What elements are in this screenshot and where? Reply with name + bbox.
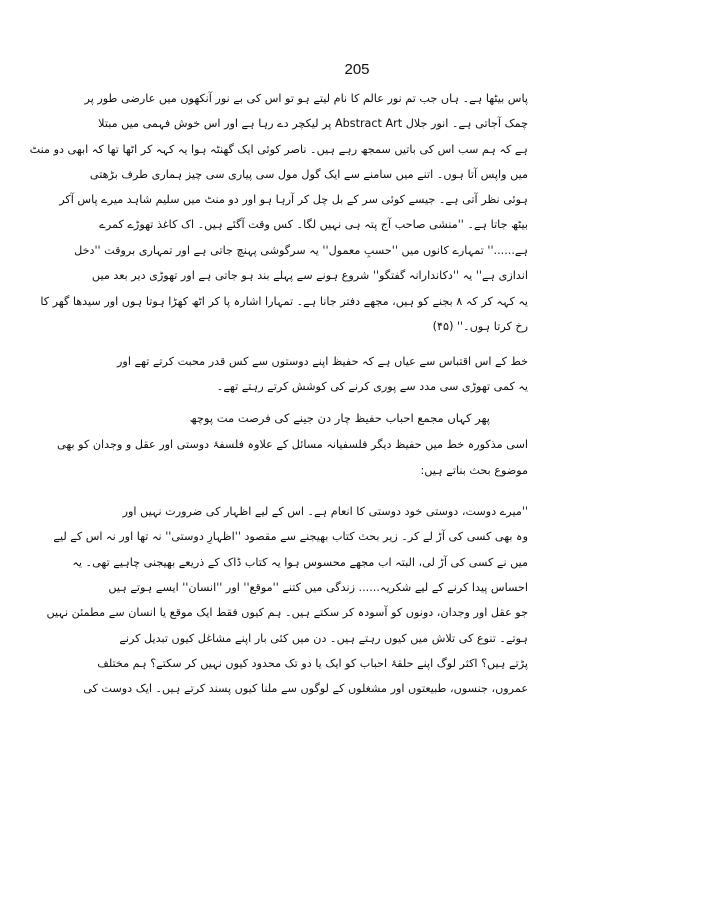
text-line: ہوئی نظر آتی ہے۔ جیسے کوئی سر کے بل چل کر آرہا ہو اور دو منٹ میں سلیم شاہد میرے پاس آکر xyxy=(59,193,528,206)
text-line: وہ بھی کسی کی آڑ لے کر۔ زیر بحث کتاب بھیجنے سے مقصود ''اظہارِ دوستی'' نہ تھا اور نہ اس کے لیے xyxy=(53,530,528,543)
text-line: یہ کہہ کر کہ ۸ بجنے کو ہیں، مجھے دفتر جانا ہے۔ تمہارا اشارہ پا کر اٹھ کھڑا ہوتا ہوں اور سیدھا گھر کا xyxy=(40,295,528,308)
text-line: میں واپس آتا ہوں۔ اتنے میں سامنے سے ایک گول مول سی پیاری سی چیز ہماری طرف بڑھتی xyxy=(89,168,528,181)
text-line: رخ کرتا ہوں۔'' (۴۵) xyxy=(432,320,528,333)
text-line: عمروں، جنسوں، طبیعتوں اور مشغلوں کے لوگوں سے ملنا کیوں پسند کرتے ہیں۔ ایک دوست کی xyxy=(83,682,528,695)
text-line: اندازی ہے'' یہ ''دکاندارانہ گفتگو'' شروع ہونے سے پہلے بند ہو جاتی ہے اور تھوڑی دیر بعد میں xyxy=(91,269,528,282)
text-line: بیٹھ جاتا ہے۔ ''منشی صاحب آج پتہ ہی نہیں لگا۔ کس وقت آگئے ہیں۔ اک کاغذ تھوڑے کمرے xyxy=(99,218,528,231)
text-line: ہے......'' تمہارے کانوں میں ''حسبِ معمول'' یہ سرگوشی پہنچ جاتی ہے اور تمہاری بروقت ''دخل xyxy=(74,244,528,257)
text-line: موضوع بحث بناتے ہیں: xyxy=(420,464,528,477)
text-line: یہ کمی تھوڑی سی مدد سے پوری کرنے کی کوشش کرتے رہتے تھے۔ xyxy=(216,380,528,393)
text-line: خط کے اس اقتباس سے عیاں ہے کہ حفیظ اپنے دوستوں سے کس قدر محبت کرتے تھے اور xyxy=(117,355,528,368)
text-line: چمک آجاتی ہے۔ انور جلال Abstract Art پر لیکچر دے رہا ہے اور اس خوش فہمی میں مبتلا xyxy=(98,117,528,130)
text-line: اسی مذکورہ خط میں حفیظ دیگر فلسفیانہ مسائل کے علاوہ فلسفۂ دوستی اور عقل و وجدان کو بھی xyxy=(57,438,528,451)
text-line: جو عقل اور وجدان، دونوں کو آسودہ کر سکتے ہیں۔ ہم کیوں فقط ایک موقع یا انسان سے مطمئن نہیں xyxy=(46,606,528,619)
verse-line: پھر کہاں مجمع احباب حفیظ چار دن جینے کی فرصت مت پوچھ xyxy=(189,411,490,425)
page-number: 205 xyxy=(344,61,370,78)
text-line: میں نے کسی کی آڑ لی، البتہ اب مجھے محسوس ہوا یہ کتاب ڈاک کے ذریعے بھیجنی چاہیے تھی۔ یہ xyxy=(72,556,528,569)
text-line: ہوتے۔ تنوع کی تلاش میں کیوں رہتے ہیں۔ دن میں کئی بار اپنے مشاغل کیوں تبدیل کرنے xyxy=(119,632,528,645)
text-line: پڑتے ہیں؟ اکثر لوگ اپنے حلقۂ احباب کو ایک یا دو تک محدود کیوں نہیں کر سکتے؟ ہم مختلف xyxy=(97,657,528,670)
text-line: احساس پیدا کرنے کے لیے شکریہ...... زندگی میں کتنے ''موقع'' اور ''انسان'' ایسے ہوتے ہیں xyxy=(108,581,528,594)
text-line: پاس بیٹھا ہے۔ ہاں جب تم نور عالم کا نام لیتے ہو تو اس کی بے نور آنکھوں میں عارضی طور پر xyxy=(84,92,528,105)
text-line: ''میرے دوست، دوستی خود دوستی کا انعام ہے۔ اس کے لیے اظہار کی ضرورت نہیں اور xyxy=(122,505,528,518)
text-line: ہے کہ ہم سب اس کی باتیں سمجھ رہے ہیں۔ ناصر کوئی ایک گھنٹہ ہوا یہ کہہ کر اٹھا تھا کہ ابھی دو منٹ xyxy=(29,143,528,156)
